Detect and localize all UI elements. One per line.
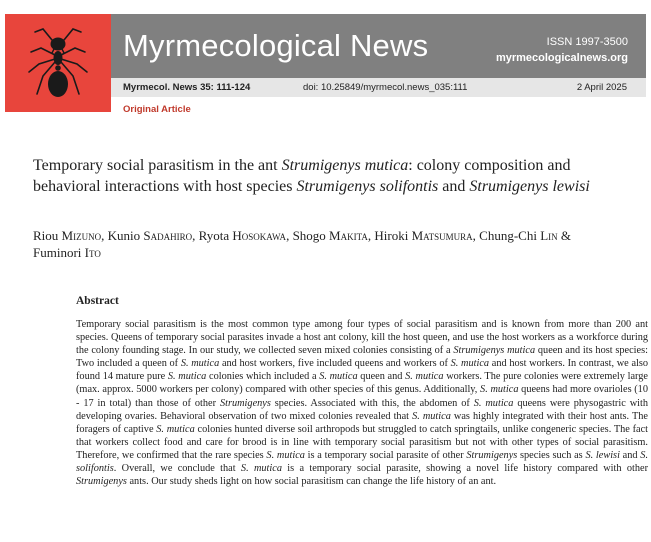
abstract-segment: species. Associated with this, the abdomen of [270,397,474,409]
abstract-heading: Abstract [76,295,119,307]
abstract-segment: and host workers. In contrast, we also found 14 mature pure [76,358,649,383]
author-family-name: Mizuno [61,228,102,243]
author-name [479,228,557,243]
abstract-segment: is a temporary social parasite, showing a novel life history compared with other [281,463,648,475]
title-species: Strumigenys solifontis [296,178,439,195]
species-name: S. mutica [266,449,305,461]
abstract-segment: queen and its host species: Two included a queen of [76,345,648,370]
author-name [33,245,101,260]
author-name [33,228,101,243]
author-given-name: Ryota [198,228,233,243]
ant-icon [5,14,111,112]
publication-date: 2 April 2025 [576,82,627,93]
author-name [108,228,192,243]
journal-website[interactable]: myrmecologicalnews.org [495,52,628,64]
title-part: and [438,178,470,195]
species-name: Strumigenys [219,397,271,409]
abstract-segment: queens were physogastric with developing ovaries. Behavioral observation of two mixed colonies revealed that [76,397,649,422]
abstract-segment: . Overall, we conclude that [113,463,241,475]
abstract-segment: is a temporary social parasite of other [304,449,467,461]
author-family-name: Ito [84,245,101,260]
abstract-segment: species such as [517,449,586,461]
species-name: S. mutica [180,358,220,370]
author-given-name: Shogo [292,228,330,243]
author-family-name: Hosokawa [232,228,287,243]
species-name: S. mutica [405,371,444,383]
species-name: S. mutica [240,463,282,475]
species-name: Strumigenys [466,449,518,461]
species-name: S. mutica [167,371,207,383]
doi[interactable]: doi: 10.25849/myrmecol.news_035:111 [303,82,468,93]
abstract-segment: colonies which included a [206,371,320,383]
issn: ISSN 1997-3500 [546,36,628,48]
citation-bar [111,78,646,97]
author-given-name: Chung-Chi [479,228,541,243]
abstract-segment: workers. The pure colonies were extremely large (max. approx. 5000 workers per colony) compared with other species of this genus. Additionally, [76,371,648,396]
abstract-segment: and [619,449,641,461]
species-name: S. mutica [480,384,519,396]
author-given-name: Hiroki [374,228,412,243]
title-species: Strumigenys mutica [281,157,409,174]
article-type: Original Article [123,104,191,115]
species-name: S. solifontis [76,449,649,475]
journal-title: Myrmecological News [123,28,429,63]
citation: Myrmecol. News 35: 111-124 [123,82,251,93]
species-name: S. mutica [156,423,195,435]
abstract-segment: and host workers, five included queens and workers of [219,358,451,370]
species-name: S. mutica [450,358,490,370]
author-family-name: Matsumura [411,228,473,243]
author-family-name: Lin [540,228,558,243]
author-family-name: Makita [329,228,368,243]
species-name: S. lewisi [585,449,620,461]
species-name: S. mutica [412,410,451,422]
paper-title [33,155,623,197]
abstract-text [76,318,648,488]
title-part: : colony composition and behavioral interactions with host species [33,157,571,195]
abstract-segment: was highly integrated with their host ants. The foragers of captive [76,410,648,435]
abstract-segment: ants. Our study sheds light on how social parasitism can change the life history of an ant. [126,476,497,488]
title-part: Temporary social parasitism in the ant [33,157,282,174]
author-name [293,228,368,243]
abstract-segment: Temporary social parasitism is the most common type among four types of social parasitism and is known from more than 200 ant species. Queens of temporary social parasites invade a host ant colony, kill the host queen, and use the host workers as a workforce during the colony founding stage. In our study, we collected seven mixed colonies consisting of a [76,319,648,357]
author-given-name: Fuminori [33,245,85,260]
author-given-name: Kunio [107,228,144,243]
abstract-segment: colonies hunted diverse soil arthropods but struggled to catch springtails, unlike congeneric species. The fact that workers collect food and care for brood is in line with temporary social parasitism but not with other types of social parasitism. Therefore, we confirmed that the rare species [76,423,648,461]
journal-banner [111,14,646,78]
abstract-segment: queens had more ovarioles (10 - 17 in total) than those of other [76,384,648,409]
abstract-segment: queen and [357,371,406,383]
author-name [374,228,472,243]
author-name [199,228,286,243]
author-list: Riou Mizuno, Kunio Sadahiro, Ryota Hosokawa, Shogo Makita, Hiroki Matsumura, Chung-Chi Lin & Fuminori Ito [33,228,572,260]
author-given-name: Riou [33,228,62,243]
species-name: Strumigenys mutica [453,345,536,357]
author-family-name: Sadahiro [143,228,193,243]
journal-logo [5,14,111,112]
title-species: Strumigenys lewisi [469,178,590,195]
species-name: S. mutica [319,371,358,383]
species-name: S. mutica [473,397,514,409]
species-name: Strumigenys [76,476,127,488]
